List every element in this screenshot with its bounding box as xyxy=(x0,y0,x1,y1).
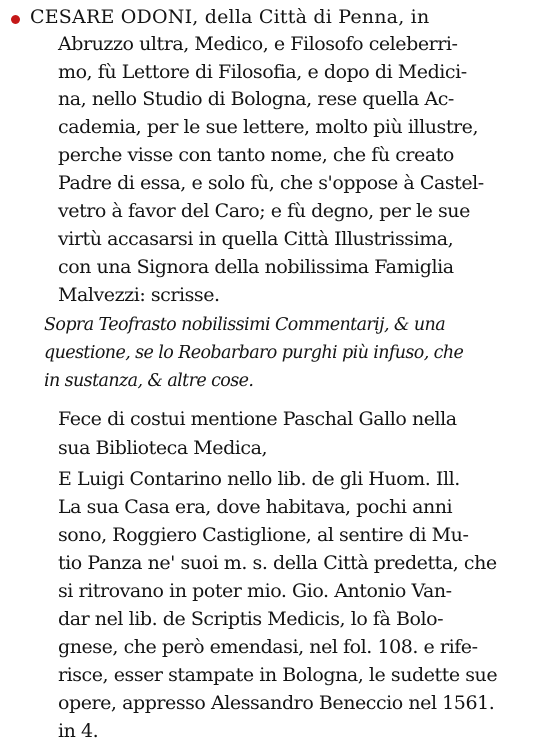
notes-line-10: risce, esser stampate in Bologna, le sudette sue xyxy=(58,664,498,686)
entry-line-7: Padre di essa, e solo fù, che s'oppose à Castel- xyxy=(58,172,484,194)
entry-line-11: Malvezzi: scrisse. xyxy=(58,284,220,306)
works-line-3: in sustanza, & altre cose. xyxy=(44,371,254,391)
notes-line-7: si ritrovano in poter mio. Gio. Antonio Van- xyxy=(58,580,452,602)
red-dot-bullet-icon xyxy=(11,15,20,24)
entry-line-4: na, nello Studio di Bologna, rese quella Ac- xyxy=(58,88,454,110)
entry-line-1: CESARE ODONI, della Città di Penna, in xyxy=(30,6,430,28)
works-line-2: questione, se lo Reobarbaro purghi più infuso, che xyxy=(44,343,464,363)
notes-line-11: opere, appresso Alessandro Beneccio nel 1561. xyxy=(58,692,495,714)
notes-line-4: La sua Casa era, dove habitava, pochi anni xyxy=(58,496,453,518)
entry-line-6: perche visse con tanto nome, che fù creato xyxy=(58,144,454,166)
entry-line-8: vetro à favor del Caro; e fù degno, per le sue xyxy=(58,200,470,222)
notes-line-1: Fece di costui mentione Paschal Gallo nella xyxy=(58,408,457,430)
notes-line-9: gnese, che però emendasi, nel fol. 108. e rife- xyxy=(58,636,478,658)
entry-line-9: virtù accasarsi in quella Città Illustrissima, xyxy=(58,228,454,250)
entry-line-10: con una Signora della nobilissima Famiglia xyxy=(58,256,454,278)
notes-line-3: E Luigi Contarino nello lib. de gli Huom. Ill. xyxy=(58,468,460,490)
notes-line-5: sono, Roggiero Castiglione, al sentire di Mu- xyxy=(58,524,469,546)
works-line-1: Sopra Teofrasto nobilissimi Commentarij, & una xyxy=(44,315,446,335)
entry-line-3: mo, fù Lettore di Filosofia, e dopo di Medici- xyxy=(58,61,467,83)
notes-line-12: in 4. xyxy=(58,720,99,742)
entry-line-2: Abruzzo ultra, Medico, e Filosofo celeberri- xyxy=(58,33,458,55)
notes-line-6: tio Panza ne' suoi m. s. della Città predetta, che xyxy=(58,552,497,574)
notes-line-2: sua Biblioteca Medica, xyxy=(58,437,268,459)
entry-line-5: cademia, per le sue lettere, molto più illustre, xyxy=(58,116,479,138)
notes-line-8: dar nel lib. de Scriptis Medicis, lo fà Bolo- xyxy=(58,608,444,630)
